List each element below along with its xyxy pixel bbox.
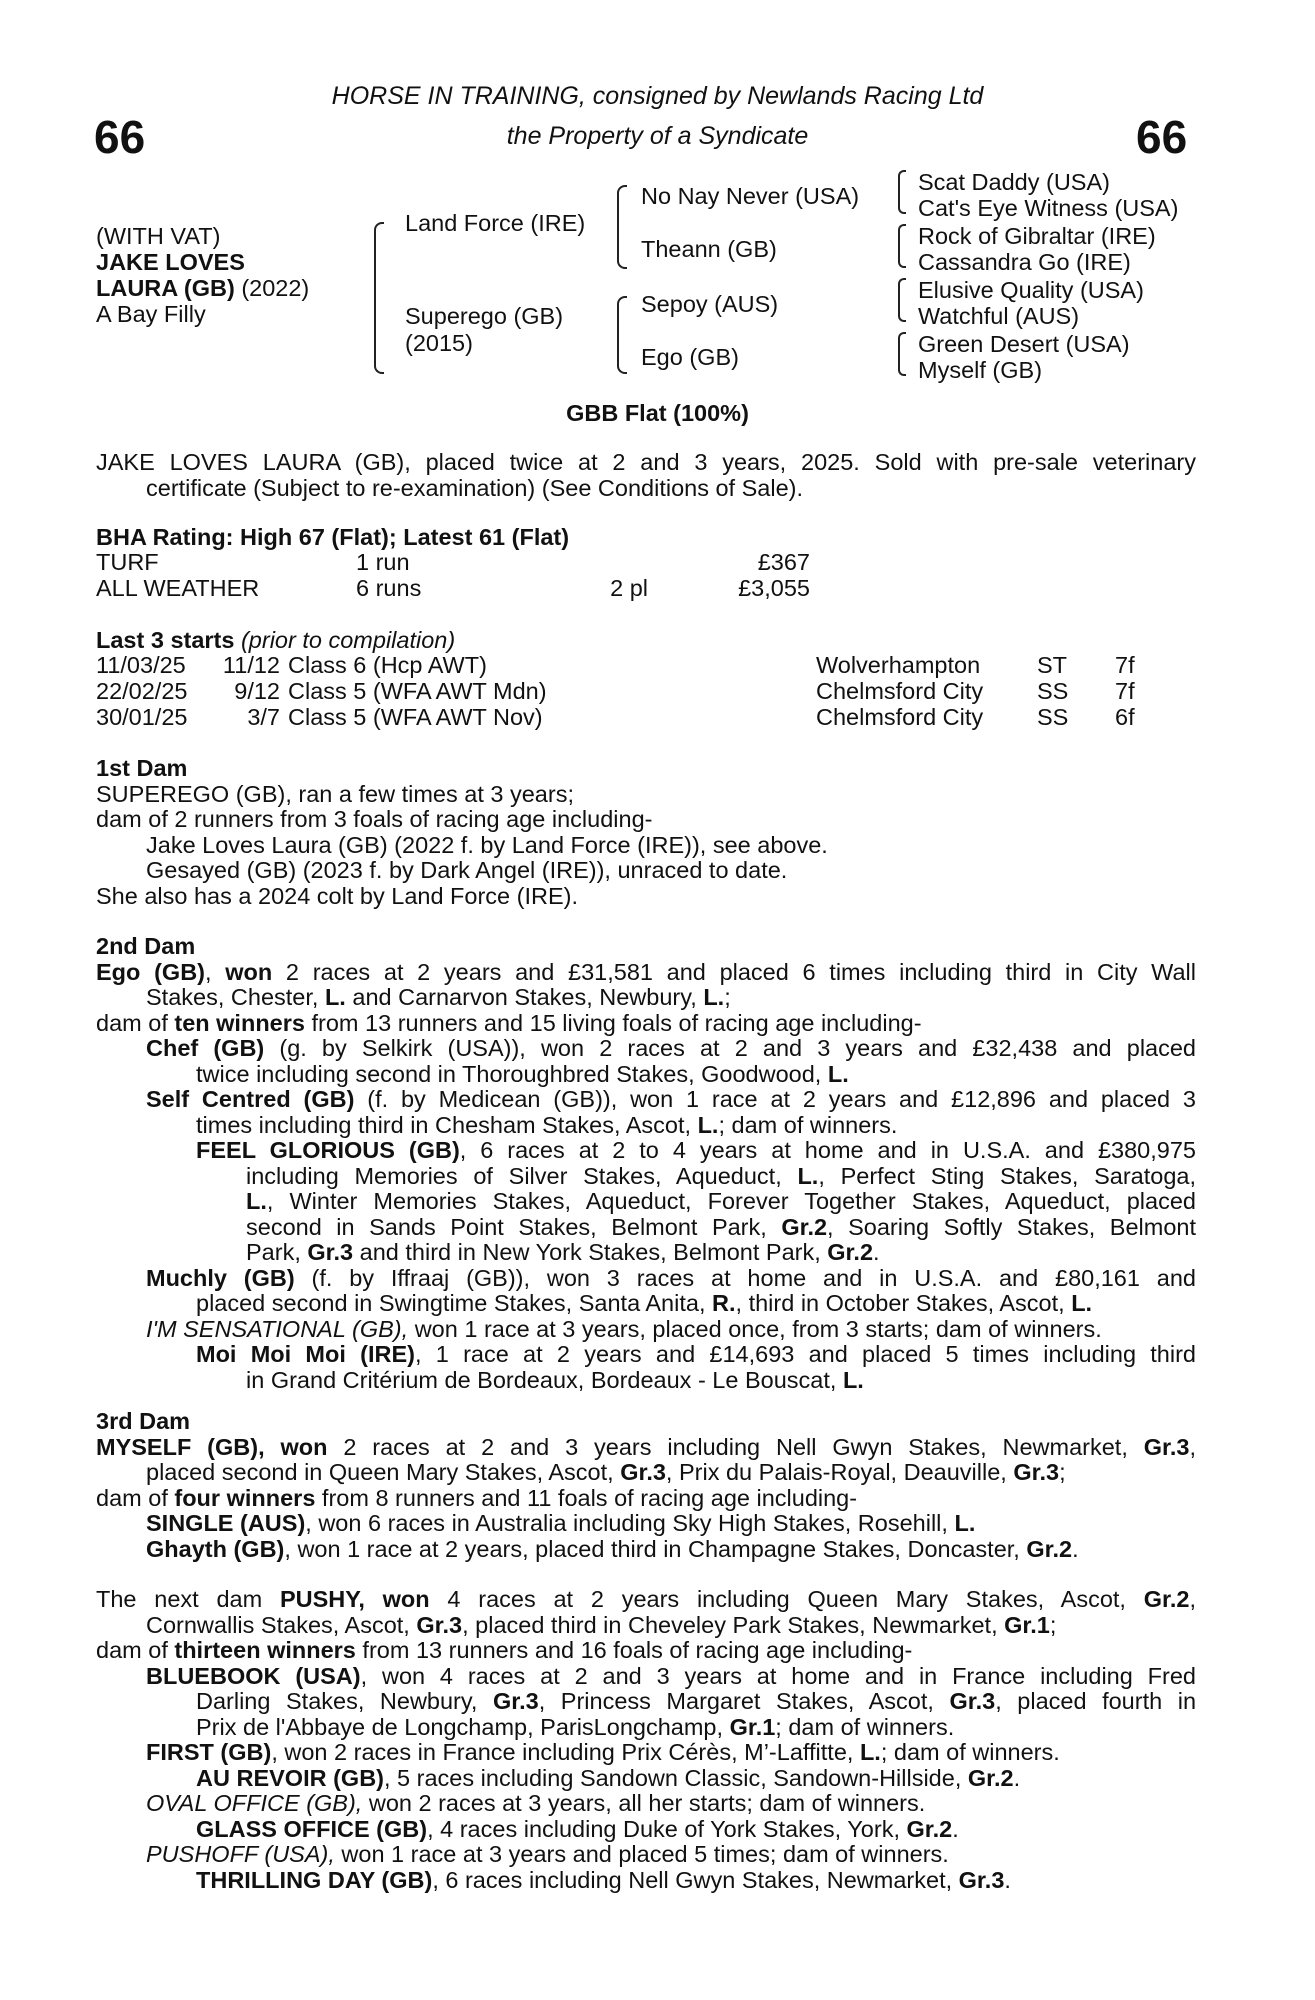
sire-sire: No Nay Never (USA) bbox=[641, 183, 860, 209]
first-line bbox=[96, 1740, 1196, 1766]
ego-text1: 2 races at 2 years and £31,581 and placed 6 times including third in City Wall bbox=[272, 958, 1196, 985]
au-revoir-gr2: Gr.2 bbox=[967, 1764, 1014, 1791]
oval-office-line bbox=[96, 1791, 1196, 1817]
horse-name-part2: LAURA (GB) bbox=[96, 275, 235, 301]
feel-line1 bbox=[96, 1138, 1196, 1164]
pushy-gr2: Gr.2 bbox=[1143, 1586, 1190, 1612]
pushoff-line bbox=[96, 1842, 1196, 1868]
ghayth-gr2: Gr.2 bbox=[1026, 1535, 1073, 1562]
ego-semi: ; bbox=[724, 984, 731, 1010]
feel-gr2-b: Gr.2 bbox=[827, 1239, 874, 1265]
pushy-won: , won bbox=[358, 1586, 430, 1612]
bluebook-gr1: Gr.1 bbox=[729, 1713, 776, 1740]
start-surface-1: ST bbox=[1037, 652, 1068, 678]
myself-four-winners: four winners bbox=[174, 1484, 316, 1511]
bluebook-text2a: Darling Stakes, Newbury, bbox=[196, 1688, 493, 1714]
bluebook-text3a: Prix de l'Abbaye de Longchamp, ParisLongchamp, bbox=[196, 1713, 730, 1740]
bha-rating: BHA Rating: High 67 (Flat); Latest 61 (Flat) bbox=[96, 524, 570, 550]
feel-gr3: Gr.3 bbox=[307, 1239, 354, 1265]
myself-damof-a: dam of bbox=[96, 1484, 175, 1511]
ghayth-name: Ghayth (GB) bbox=[146, 1535, 285, 1562]
sire-sire-sire: Scat Daddy (USA) bbox=[918, 169, 1110, 195]
feel-listed1: L. bbox=[797, 1162, 819, 1189]
feel-text2b: , Perfect Sting Stakes, Saratoga, bbox=[818, 1162, 1197, 1189]
muchly-text2a: placed second in Swingtime Stakes, Santa Anita, bbox=[196, 1290, 713, 1316]
single-text: , won 6 races in Australia including Sky High Stakes, Rosehill, bbox=[305, 1510, 955, 1536]
chef-text1: (g. by Selkirk (USA)), won 2 races at 2 and 3 years and £32,438 and placed bbox=[264, 1035, 1196, 1061]
muchly-listed: L. bbox=[1071, 1290, 1093, 1316]
start-course-1: Wolverhampton bbox=[816, 652, 981, 678]
last-starts-heading bbox=[96, 628, 455, 654]
thrilling-day-dot: . bbox=[1004, 1866, 1011, 1893]
im-sensational-line bbox=[96, 1317, 1196, 1343]
start-distance-3: 6f bbox=[1115, 704, 1135, 730]
rating-prize-2: £3,055 bbox=[738, 575, 810, 601]
au-revoir-line bbox=[96, 1766, 1196, 1792]
horse-name-line2 bbox=[96, 276, 309, 302]
moi-line2 bbox=[96, 1368, 1196, 1394]
dam-year: (2015) bbox=[405, 330, 473, 356]
pushy-line1 bbox=[96, 1587, 1196, 1613]
start-race-3: Class 5 (WFA AWT Nov) bbox=[288, 704, 543, 730]
rating-placed-2: 2 pl bbox=[610, 575, 648, 601]
ego-damof bbox=[96, 1011, 1196, 1037]
glass-office-name: GLASS OFFICE (GB) bbox=[196, 1815, 428, 1842]
pushy-damof-b: from 13 runners and 16 foals of racing age including- bbox=[355, 1637, 913, 1663]
intro-line1: JAKE LOVES LAURA (GB), placed twice at 2 and 3 years, 2025. Sold with pre-sale veterinary bbox=[96, 449, 1196, 475]
horse-description: A Bay Filly bbox=[96, 301, 206, 327]
thrilling-day-gr3: Gr.3 bbox=[958, 1866, 1005, 1893]
muchly-line1 bbox=[96, 1266, 1196, 1292]
muchly-restricted: R. bbox=[712, 1290, 736, 1316]
pushy-text2b: , placed third in Cheveley Park Stakes, Newmarket, bbox=[462, 1611, 1005, 1638]
self-text1: (f. by Medicean (GB)), won 1 race at 2 years and £12,896 and placed 3 bbox=[354, 1086, 1196, 1112]
single-listed: L. bbox=[954, 1510, 976, 1536]
pedigree-brace-dd bbox=[898, 332, 906, 376]
pushy-text2a: Cornwallis Stakes, Ascot, bbox=[146, 1611, 417, 1638]
moi-line1 bbox=[96, 1342, 1196, 1368]
start-date-1: 11/03/25 bbox=[96, 652, 186, 678]
start-pos-2: 9/12 bbox=[234, 678, 280, 704]
feel-text3: , Winter Memories Stakes, Aqueduct, Forever Together Stakes, Aqueduct, placed bbox=[266, 1188, 1196, 1214]
first-listed: L. bbox=[859, 1739, 881, 1765]
muchly-text1: (f. by Iffraaj (GB)), won 3 races at home and in U.S.A. and £80,161 and bbox=[294, 1264, 1196, 1291]
last-starts-note: (prior to compilation) bbox=[234, 627, 456, 653]
first-dam-foal1: Jake Loves Laura (GB) (2022 f. by Land Force (IRE)), see above. bbox=[146, 831, 828, 858]
self-line2 bbox=[96, 1113, 1196, 1139]
ghayth-text: , won 1 race at 2 years, placed third in Champagne Stakes, Doncaster, bbox=[284, 1535, 1027, 1562]
ego-damof-b: from 13 runners and 15 living foals of racing age including- bbox=[304, 1009, 922, 1036]
feel-listed2: L. bbox=[246, 1188, 267, 1214]
ego-ten-winners: ten winners bbox=[174, 1009, 305, 1036]
first-text-b: ; dam of winners. bbox=[880, 1739, 1060, 1765]
property-line: the Property of a Syndicate bbox=[506, 122, 809, 150]
oval-office-text: won 2 races at 3 years, all her starts; dam of winners. bbox=[362, 1790, 926, 1816]
pedigree-brace-sd bbox=[898, 224, 906, 268]
vat-label: (WITH VAT) bbox=[96, 223, 221, 249]
last-starts-title: Last 3 starts bbox=[96, 627, 235, 653]
rating-runs-2: 6 runs bbox=[356, 575, 422, 601]
pushy-thirteen-winners: thirteen winners bbox=[174, 1637, 356, 1663]
pedigree-brace-ds bbox=[898, 278, 906, 322]
feel-text5b: and third in New York Stakes, Belmont Park, bbox=[353, 1239, 828, 1265]
dam-dam-dam: Myself (GB) bbox=[918, 357, 1043, 383]
rating-runs-1: 1 run bbox=[356, 549, 410, 575]
single-line bbox=[96, 1511, 1196, 1537]
pedigree-brace-dam bbox=[617, 296, 627, 374]
feel-text5a: Park, bbox=[246, 1239, 308, 1265]
intro-line2: certificate (Subject to re-examination) (See Conditions of Sale). bbox=[146, 474, 804, 501]
myself-comma: , bbox=[1189, 1433, 1196, 1460]
first-dam-section bbox=[96, 756, 1196, 909]
feel-dot: . bbox=[873, 1239, 880, 1265]
start-pos-3: 3/7 bbox=[247, 704, 280, 730]
pushy-semi: ; bbox=[1049, 1611, 1057, 1638]
myself-name: MYSELF (GB) bbox=[96, 1433, 259, 1460]
start-surface-3: SS bbox=[1037, 704, 1069, 730]
sire-name: Land Force (IRE) bbox=[405, 210, 586, 236]
feel-text1: , 6 races at 2 to 4 years at home and in U.S.A. and £380,975 bbox=[459, 1137, 1196, 1163]
myself-gr3-b: Gr.3 bbox=[620, 1459, 666, 1485]
sire-dam-dam: Cassandra Go (IRE) bbox=[918, 249, 1131, 275]
feel-line2 bbox=[96, 1164, 1196, 1190]
im-sensational-name: I'M SENSATIONAL (GB), bbox=[146, 1315, 409, 1342]
lot-number-left: 66 bbox=[94, 111, 146, 163]
moi-listed: L. bbox=[842, 1366, 864, 1393]
pedigree-brace-ss bbox=[898, 170, 906, 214]
ego-text2b: and Carnarvon Stakes, Newbury, bbox=[345, 984, 704, 1010]
dam-dam-sire: Green Desert (USA) bbox=[918, 331, 1130, 357]
ego-listed1: L. bbox=[324, 984, 346, 1010]
rating-prize-1: £367 bbox=[757, 549, 810, 575]
pushy-damof-a: dam of bbox=[96, 1637, 175, 1663]
sire-dam-sire: Rock of Gibraltar (IRE) bbox=[918, 223, 1156, 249]
im-sensational-text: won 1 race at 3 years, placed once, from 3 starts; dam of winners. bbox=[408, 1315, 1102, 1342]
myself-gr3-c: Gr.3 bbox=[1013, 1459, 1060, 1485]
first-name: FIRST (GB) bbox=[146, 1739, 272, 1765]
thrilling-day-line bbox=[96, 1868, 1196, 1894]
dam-sire-dam: Watchful (AUS) bbox=[918, 303, 1080, 329]
glass-office-line bbox=[96, 1817, 1196, 1843]
start-race-1: Class 6 (Hcp AWT) bbox=[288, 652, 487, 678]
single-name: SINGLE (AUS) bbox=[146, 1510, 306, 1536]
intro-paragraph bbox=[96, 450, 1196, 501]
glass-office-text: , 4 races including Duke of York Stakes, York, bbox=[427, 1815, 907, 1842]
pushy-line2 bbox=[96, 1613, 1196, 1639]
chef-listed: L. bbox=[827, 1060, 849, 1087]
pushy-gr1: Gr.1 bbox=[1004, 1611, 1050, 1638]
bluebook-line2 bbox=[96, 1689, 1196, 1715]
moi-text1: , 1 race at 2 years and £14,693 and placed 5 times including third bbox=[414, 1341, 1196, 1367]
au-revoir-dot: . bbox=[1013, 1764, 1021, 1791]
first-dam-heading: 1st Dam bbox=[96, 755, 188, 781]
lot-number-right: 66 bbox=[1136, 111, 1188, 163]
first-text: , won 2 races in France including Prix Cérès, M’-Laffitte, bbox=[271, 1739, 860, 1765]
muchly-name: Muchly (GB) bbox=[146, 1264, 295, 1291]
start-surface-2: SS bbox=[1037, 678, 1069, 704]
dam-name: Superego (GB) bbox=[405, 303, 564, 329]
second-dam-section bbox=[96, 934, 1196, 1393]
third-dam-heading: 3rd Dam bbox=[96, 1408, 191, 1434]
thrilling-day-name: THRILLING DAY (GB) bbox=[196, 1866, 433, 1893]
pushy-gr3: Gr.3 bbox=[416, 1611, 463, 1638]
first-dam-line5: She also has a 2024 colt by Land Force (IRE). bbox=[96, 882, 579, 909]
self-centred-name: Self Centred (GB) bbox=[146, 1086, 355, 1112]
pedigree-brace-main bbox=[374, 222, 384, 374]
myself-damof-b: from 8 runners and 11 foals of racing age including- bbox=[315, 1484, 858, 1511]
myself-line1 bbox=[96, 1435, 1196, 1461]
au-revoir-text: , 5 races including Sandown Classic, Sandown-Hillside, bbox=[384, 1764, 968, 1791]
first-dam-line1: SUPEREGO (GB), ran a few times at 3 years; bbox=[96, 780, 574, 807]
pushy-intro: The next dam bbox=[96, 1586, 280, 1612]
first-dam-foal2: Gesayed (GB) (2023 f. by Dark Angel (IRE)), unraced to date. bbox=[146, 857, 788, 883]
first-dam-line2: dam of 2 runners from 3 foals of racing age including- bbox=[96, 806, 653, 832]
next-dam-section bbox=[96, 1587, 1196, 1893]
self-listed: L. bbox=[697, 1111, 719, 1138]
bluebook-text2c: , placed fourth in bbox=[995, 1688, 1197, 1714]
ego-won: won bbox=[225, 958, 273, 985]
pushoff-name: PUSHOFF (USA), bbox=[146, 1841, 335, 1867]
rating-surface-1: TURF bbox=[96, 549, 159, 575]
sire-sire-dam: Cat's Eye Witness (USA) bbox=[918, 195, 1179, 221]
myself-semi: ; bbox=[1059, 1459, 1066, 1485]
feel-text2a: including Memories of Silver Stakes, Aqueduct, bbox=[246, 1162, 798, 1189]
moi-text2: in Grand Critérium de Bordeaux, Bordeaux - Le Bouscat, bbox=[246, 1366, 843, 1393]
bluebook-gr3-a: Gr.3 bbox=[492, 1688, 539, 1714]
start-course-3: Chelmsford City bbox=[816, 704, 984, 730]
bluebook-text3b: ; dam of winners. bbox=[775, 1713, 955, 1740]
glass-office-dot: . bbox=[952, 1815, 959, 1842]
feel-text4b: , Soaring Softly Stakes, Belmont bbox=[827, 1213, 1196, 1240]
consignor-line: HORSE IN TRAINING, consigned by Newlands Racing Ltd bbox=[331, 82, 984, 110]
profile-line: GBB Flat (100%) bbox=[566, 400, 749, 426]
pushy-name: PUSHY bbox=[279, 1586, 359, 1612]
bluebook-line3 bbox=[96, 1715, 1196, 1741]
chef-line1 bbox=[96, 1036, 1196, 1062]
feel-gr2-a: Gr.2 bbox=[781, 1213, 828, 1240]
ego-comma: , bbox=[205, 958, 212, 985]
oval-office-name: OVAL OFFICE (GB), bbox=[146, 1790, 363, 1816]
pushoff-text: won 1 race at 3 years and placed 5 times; dam of winners. bbox=[334, 1841, 949, 1867]
start-race-2: Class 5 (WFA AWT Mdn) bbox=[288, 678, 547, 704]
third-dam-section bbox=[96, 1409, 1196, 1562]
bluebook-text2b: , Princess Margaret Stakes, Ascot, bbox=[538, 1688, 950, 1714]
second-dam-heading: 2nd Dam bbox=[96, 933, 196, 959]
dam-dam: Ego (GB) bbox=[641, 344, 739, 370]
chef-line2 bbox=[96, 1062, 1196, 1088]
dam-sire-sire: Elusive Quality (USA) bbox=[918, 277, 1144, 303]
chef-name: Chef (GB) bbox=[146, 1035, 265, 1061]
rating-surface-2: ALL WEATHER bbox=[96, 575, 260, 601]
ego-line2 bbox=[96, 985, 1196, 1011]
feel-line4 bbox=[96, 1215, 1196, 1241]
pushy-text1: 4 races at 2 years including Queen Mary Stakes, Ascot, bbox=[429, 1586, 1144, 1612]
ego-text2a: Stakes, Chester, bbox=[146, 984, 325, 1010]
ego-name: Ego (GB) bbox=[96, 958, 205, 985]
bluebook-gr3-b: Gr.3 bbox=[949, 1688, 996, 1714]
myself-won: , won bbox=[258, 1433, 328, 1460]
horse-foaling-year: (2022) bbox=[234, 275, 310, 301]
myself-damof bbox=[96, 1486, 1196, 1512]
feel-line3 bbox=[96, 1189, 1196, 1215]
bluebook-line1 bbox=[96, 1664, 1196, 1690]
myself-line2 bbox=[96, 1460, 1196, 1486]
start-distance-1: 7f bbox=[1115, 652, 1135, 678]
feel-line5 bbox=[96, 1240, 1196, 1266]
myself-text2b: , Prix du Palais-Royal, Deauville, bbox=[665, 1459, 1014, 1485]
myself-gr3-a: Gr.3 bbox=[1143, 1433, 1190, 1460]
start-date-2: 22/02/25 bbox=[96, 678, 188, 704]
glass-office-gr2: Gr.2 bbox=[906, 1815, 953, 1842]
muchly-text2b: , third in October Stakes, Ascot, bbox=[735, 1290, 1072, 1316]
pushy-damof bbox=[96, 1638, 1196, 1664]
pedigree-brace-sire bbox=[617, 185, 627, 269]
ego-listed2: L. bbox=[703, 984, 725, 1010]
muchly-line2 bbox=[96, 1291, 1196, 1317]
feel-text4a: second in Sands Point Stakes, Belmont Park, bbox=[246, 1213, 782, 1240]
start-course-2: Chelmsford City bbox=[816, 678, 984, 704]
thrilling-day-text: , 6 races including Nell Gwyn Stakes, Newmarket, bbox=[432, 1866, 959, 1893]
self-line1 bbox=[96, 1087, 1196, 1113]
start-pos-1: 11/12 bbox=[222, 652, 280, 678]
au-revoir-name: AU REVOIR (GB) bbox=[196, 1764, 384, 1791]
ego-line1 bbox=[96, 960, 1196, 986]
ghayth-dot: . bbox=[1072, 1535, 1079, 1562]
myself-text1: 2 races at 2 and 3 years including Nell Gwyn Stakes, Newmarket, bbox=[327, 1433, 1144, 1460]
ghayth-line bbox=[96, 1537, 1196, 1563]
start-date-3: 30/01/25 bbox=[96, 704, 188, 730]
bluebook-text1: , won 4 races at 2 and 3 years at home and in France including Fred bbox=[360, 1662, 1196, 1689]
chef-text2: twice including second in Thoroughbred Stakes, Goodwood, bbox=[196, 1060, 828, 1087]
dam-sire: Sepoy (AUS) bbox=[641, 291, 779, 317]
myself-text2a: placed second in Queen Mary Stakes, Ascot, bbox=[146, 1459, 621, 1485]
pushy-comma: , bbox=[1189, 1586, 1196, 1612]
sire-dam: Theann (GB) bbox=[641, 236, 777, 262]
bluebook-name: BLUEBOOK (USA) bbox=[146, 1662, 361, 1689]
moi-moi-moi-name: Moi Moi Moi (IRE) bbox=[196, 1341, 415, 1367]
self-text2a: times including third in Chesham Stakes, Ascot, bbox=[196, 1111, 698, 1138]
self-text2b: ; dam of winners. bbox=[718, 1111, 898, 1138]
ego-damof-a: dam of bbox=[96, 1009, 175, 1036]
horse-name-line1: JAKE LOVES bbox=[96, 249, 245, 275]
start-distance-2: 7f bbox=[1115, 678, 1135, 704]
feel-glorious-name: FEEL GLORIOUS (GB) bbox=[196, 1137, 460, 1163]
